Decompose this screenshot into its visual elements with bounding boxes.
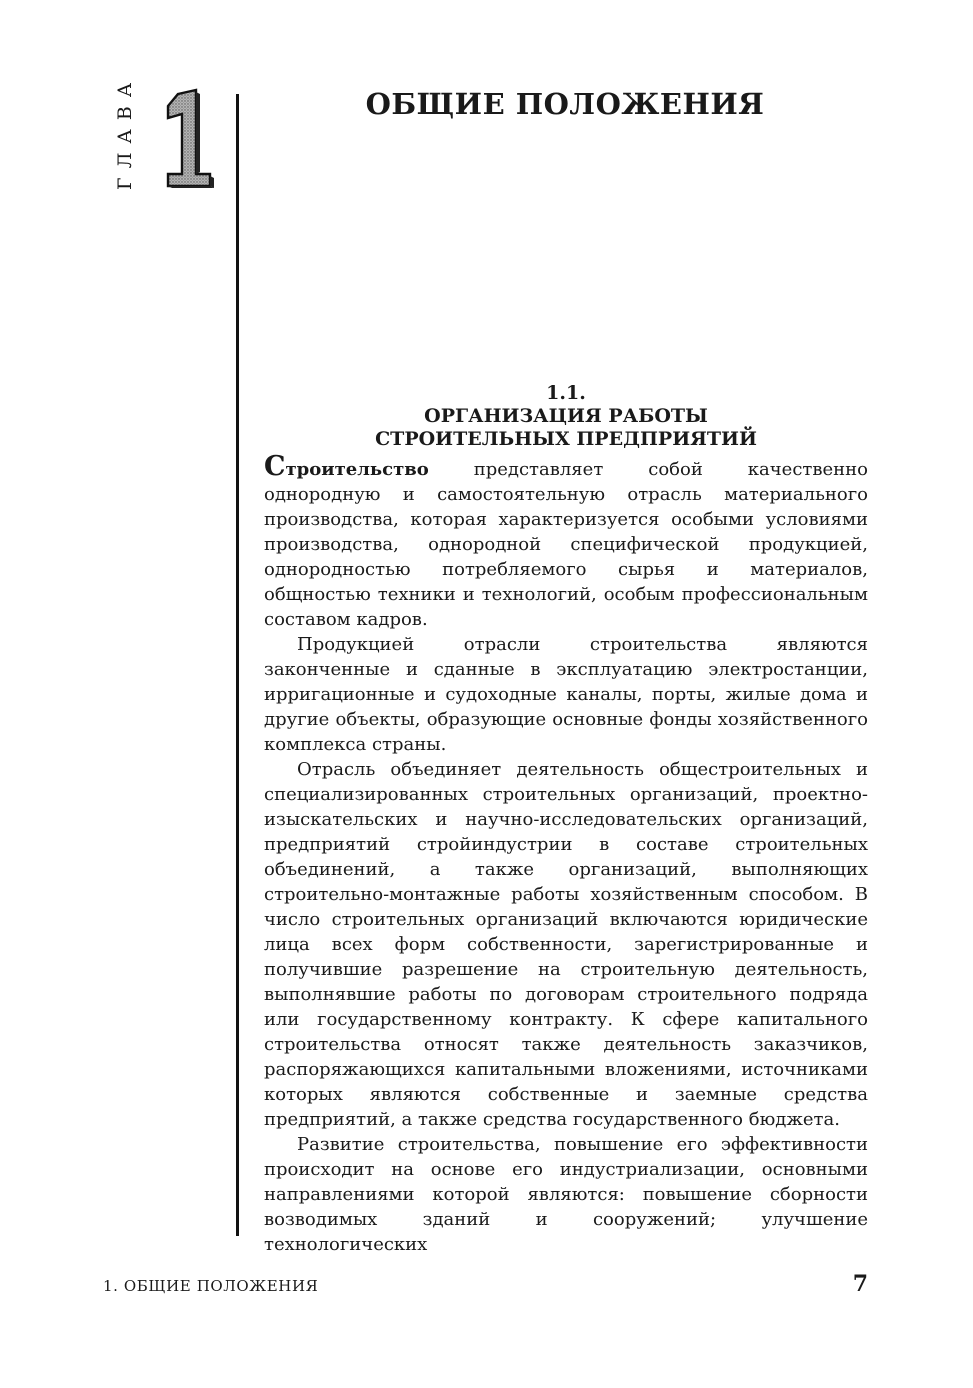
running-footer-title: 1. ОБЩИЕ ПОЛОЖЕНИЯ [103,1277,319,1295]
dropcap-letter: С [264,451,286,482]
section-heading [264,382,868,451]
body-text [264,451,868,1257]
chapter-number-shape [168,90,210,186]
chapter-label-text: ГЛАВА [114,73,136,190]
section-title-line2: СТРОИТЕЛЬНЫХ ПРЕДПРИЯТИЙ [375,428,757,450]
section-number: 1.1. [546,382,586,404]
paragraph-1 [264,451,868,632]
section-title-line1: ОРГАНИЗАЦИЯ РАБОТЫ [424,405,708,427]
lead-word [264,451,429,482]
chapter-number-graphic [160,88,216,190]
paragraph-1-text: представляет собой качественно однородную и самостоятельную отрасль материального производства, которая характеризуется особыми условиями производства, однородной специфической продукцией, однородностью потребляемого сырья и материалов, общностью техники и технологий, особым профессиональным составом кадров. [264,459,868,630]
chapter-title: ОБЩИЕ ПОЛОЖЕНИЯ [365,87,765,121]
paragraph-2: Продукцией отрасли строительства являются законченные и сданные в эксплуатацию электростанции, ирригационные и судоходные каналы, порты, жилые дома и другие объекты, образующие основные фонды хозяйственного комплекса страны. [264,634,868,755]
paragraph-3: Отрасль объединяет деятельность общестроительных и специализированных строительных организаций, проектно-изыскательских и научно-исследовательских организаций, предприятий стройиндустрии в составе строительных объединений, а также организаций, выполняющих строительно-монтажные работы хозяйственным способом. В число строительных организаций включаются юридические лица всех форм собственности, зарегистрированные и получившие разрешение на строительную деятельность, выполнявшие работы по договорам строительного подряда или государственному контракту. К сфере капитального строительства относят также деятельность заказчиков, распоряжающихся капитальными вложениями, источниками которых являются собственные и заемные средства предприятий, а также средства государственного бюджета. [264,759,868,1130]
lead-word-rest: троительство [285,459,429,480]
vertical-rule [236,94,239,1236]
page-number: 7 [852,1271,868,1297]
paragraph-4: Развитие строительства, повышение его эффективности происходит на основе его индустриализации, основными направлениями которой являются: повышение сборности возводимых зданий и сооружений; улучшение технологических [264,1134,868,1255]
